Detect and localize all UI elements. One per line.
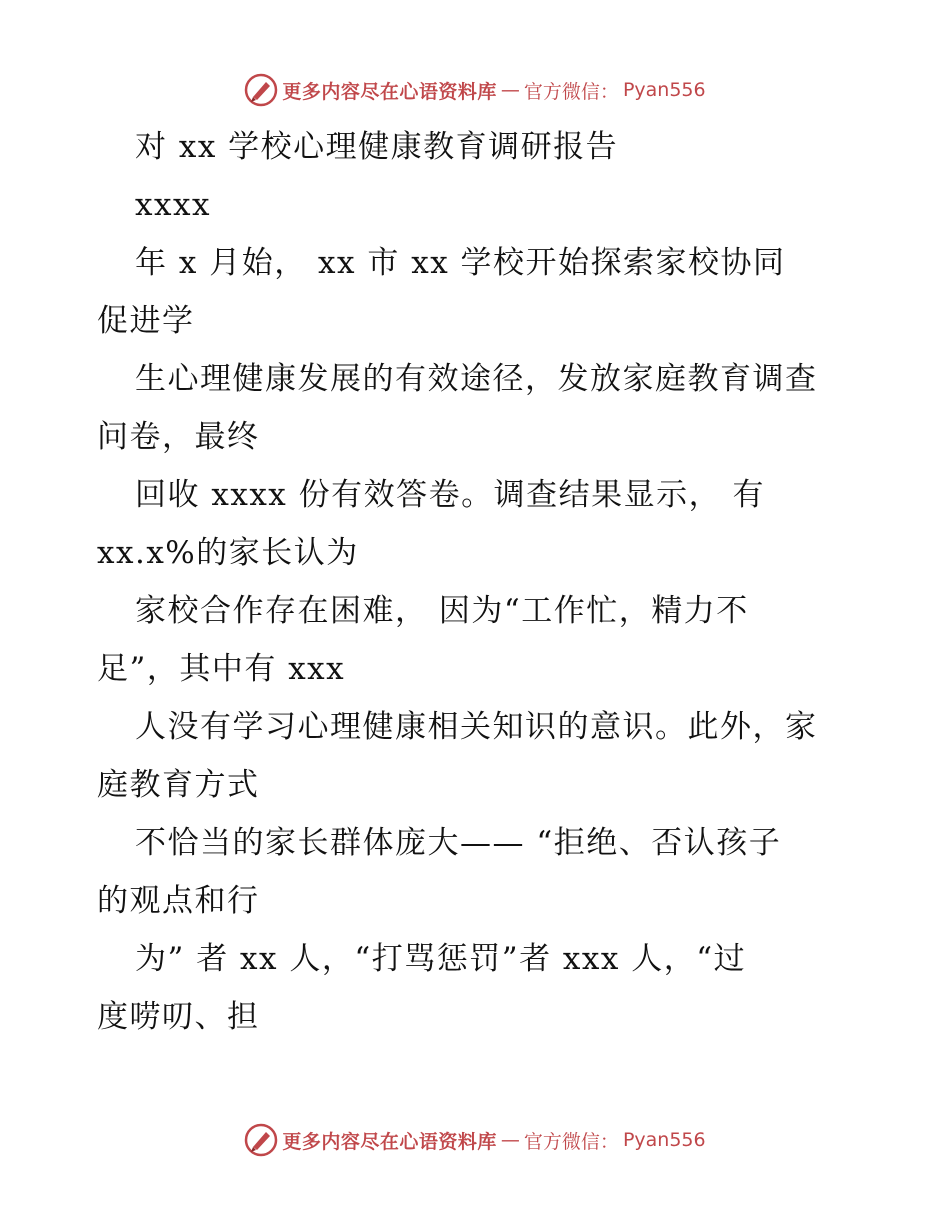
banner-dash: — xyxy=(500,79,520,101)
banner-title: 更多内容尽在心语资料库 xyxy=(282,1130,497,1153)
text-line: 不恰当的家长群体庞大—— “拒绝、否认孩子 xyxy=(135,825,782,861)
banner-title: 更多内容尽在心语资料库 xyxy=(282,80,497,103)
banner-wechat-label: 官方微信： xyxy=(523,1130,619,1153)
pen-logo-icon xyxy=(244,1123,278,1157)
document-body xyxy=(97,118,857,1046)
header-banner xyxy=(0,70,950,110)
banner-wechat-label: 官方微信： xyxy=(523,80,619,103)
text-line: 家校合作存在困难， 因为“工作忙，精力不 xyxy=(135,593,749,629)
text-line: 为” 者 xx 人，“打骂惩罚”者 xxx 人，“过 xyxy=(135,941,747,977)
text-line: 生心理健康发展的有效途径，发放家庭教育调查 xyxy=(135,361,818,397)
text-line: 回收 xxxx 份有效答卷。调查结果显示， 有 xyxy=(135,477,765,513)
text-line: xxxx xyxy=(135,187,211,223)
text-line: 促进学 xyxy=(97,303,195,339)
text-line: 的观点和行 xyxy=(97,883,260,919)
text-line: 足”，其中有 xxx xyxy=(97,651,346,687)
pen-logo-icon xyxy=(244,73,278,107)
banner-dash: — xyxy=(500,1129,520,1151)
text-line: 度唠叨、担 xyxy=(97,999,260,1035)
text-line: xx.x%的家长认为 xyxy=(97,535,359,571)
text-line: 问卷，最终 xyxy=(97,419,260,455)
text-line: 庭教育方式 xyxy=(97,767,260,803)
text-line: 人没有学习心理健康相关知识的意识。此外，家 xyxy=(135,709,818,745)
banner-wechat-id: Pyan556 xyxy=(622,79,706,101)
text-line: 年 x 月始， xx 市 xx 学校开始探索家校协同 xyxy=(135,245,786,281)
footer-banner xyxy=(0,1120,950,1160)
banner-wechat-id: Pyan556 xyxy=(622,1129,706,1151)
document-title: 对 xx 学校心理健康教育调研报告 xyxy=(135,129,619,165)
